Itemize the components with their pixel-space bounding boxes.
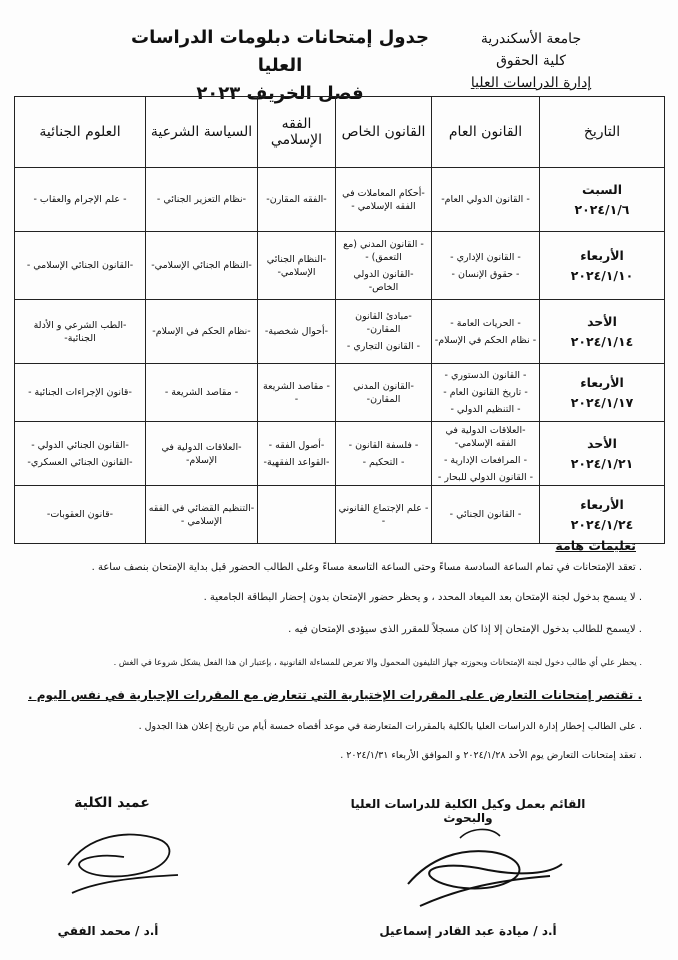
- exam-cell: -أحوال شخصية-: [258, 300, 336, 364]
- university-header: [446, 28, 616, 94]
- exam-cell: [336, 300, 432, 364]
- exam-date: ٢٠٢٤/١/١٠: [570, 267, 634, 283]
- exam-date: ٢٠٢٤/١/٢١: [570, 455, 634, 471]
- exam-cell: [432, 364, 540, 422]
- schedule-title: جدول إمتحانات دبلومات الدراسات العليا: [130, 27, 429, 76]
- date-cell: [540, 422, 665, 486]
- instruction-item: . على الطالب إخطار إدارة الدراسات العليا بالكلية بالمقررات المتعارضة في موعد أقصاه خمسة أيام من تاريخ إعلان هذا الجدول .: [138, 721, 642, 732]
- exam-cell: -النظام الجنائي الإسلامي-: [258, 232, 336, 300]
- exam-cell: -نظام الحكم في الإسلام-: [146, 300, 258, 364]
- dean-title: عميد الكلية: [74, 795, 150, 811]
- exam-cell: [258, 486, 336, 544]
- exam-cell: -أحكام المعاملات في الفقه الإسلامي -: [336, 168, 432, 232]
- instruction-item: . تعقد الإمتحانات في تمام الساعة السادسة مساءً وحتى الساعة التاسعة مساءً وعلى الطالب الحضور قبل بداية الإمتحان بنصف ساعة .: [91, 562, 642, 573]
- vice-dean-signature: [400, 818, 570, 918]
- exam-line: - القانون الدولي للبحار -: [437, 471, 534, 483]
- table-row: [15, 232, 665, 300]
- exam-line: -القانون الدولي الخاص-: [353, 268, 414, 293]
- exam-line: - الحريات العامة -: [450, 317, 521, 329]
- table-row: [15, 486, 665, 544]
- table-header-row: [15, 97, 665, 168]
- exam-line: - القانون الدستوري -: [444, 370, 527, 381]
- table-row: [15, 300, 665, 364]
- exam-cell: [432, 300, 540, 364]
- exam-cell: -التنظيم القضائي في الفقه الإسلامي -: [146, 486, 258, 544]
- exam-day: الأحد: [587, 313, 617, 329]
- date-cell: [540, 168, 665, 232]
- vice-dean-name: أ.د / ميادة عبد القادر إسماعيل: [379, 924, 557, 938]
- instructions-section: [18, 538, 660, 557]
- exam-cell: - علم الإجتماع القانوني -: [336, 486, 432, 544]
- exam-line: -القانون الجنائي الدولي -: [31, 439, 129, 451]
- exam-line: - التحكيم -: [362, 456, 405, 468]
- semester-title: فصل الخريف ٢٠٢٣: [196, 83, 364, 104]
- header-sharia-politics: السياسة الشرعية: [146, 97, 258, 168]
- table-row: [15, 168, 665, 232]
- exam-day: الأربعاء: [580, 247, 624, 263]
- exam-cell: -القانون الجنائي الإسلامي -: [15, 232, 146, 300]
- exam-cell: [432, 422, 540, 486]
- exam-date: ٢٠٢٤/١/١٧: [570, 394, 634, 410]
- exam-cell: -نظام التعزير الجنائي -: [146, 168, 258, 232]
- exam-line: -القانون الجنائي العسكري-: [27, 456, 133, 468]
- exam-line: - التنظيم الدولي -: [450, 404, 521, 415]
- exam-cell: [258, 422, 336, 486]
- exam-line: -القواعد الفقهية-: [263, 456, 330, 468]
- exam-cell: -الطب الشرعي و الأدلة الجنائية-: [15, 300, 146, 364]
- exam-day: الأربعاء: [580, 496, 624, 512]
- header-criminal-sciences: العلوم الجنائية: [15, 97, 146, 168]
- header-private-law: القانون الخاص: [336, 97, 432, 168]
- university-name: جامعة الأسكندرية: [480, 31, 582, 47]
- exam-line: - القانون التجاري -: [346, 341, 421, 352]
- faculty-name: كلية الحقوق: [496, 53, 566, 69]
- table-row: [15, 422, 665, 486]
- exam-date: ٢٠٢٤/١/١٤: [570, 333, 634, 349]
- exam-cell: - علم الإجرام والعقاب -: [15, 168, 146, 232]
- exam-line: -مبادئ القانون المقارن-: [355, 311, 412, 335]
- exam-cell: - القانون الجنائي -: [432, 486, 540, 544]
- date-cell: [540, 232, 665, 300]
- exam-line: -العلاقات الدولية في الفقه الإسلامي-: [445, 424, 526, 449]
- exam-cell: -قانون الإجراءات الجنائية -: [15, 364, 146, 422]
- exam-cell: [432, 232, 540, 300]
- date-cell: [540, 486, 665, 544]
- exam-date: ٢٠٢٤/١/٢٤: [570, 516, 634, 532]
- instruction-item: . تقتصر إمتحانات التعارض على المقررات الإختيارية التي تتعارض مع المقررات الإجبارية في نفس اليوم .: [28, 688, 642, 702]
- exam-day: السبت: [581, 181, 623, 197]
- exam-cell: - مقاصد الشريعة -: [146, 364, 258, 422]
- exam-schedule-table: [14, 96, 665, 544]
- table-row: [15, 364, 665, 422]
- exam-day: الأربعاء: [580, 374, 624, 390]
- date-cell: [540, 364, 665, 422]
- exam-cell: [336, 422, 432, 486]
- exam-line: - المرافعات الإدارية -: [443, 454, 528, 466]
- exam-line: - حقوق الإنسان -: [451, 268, 520, 280]
- exam-line: - القانون الإداري -: [450, 251, 521, 263]
- exam-line: - تاريخ القانون العام -: [443, 387, 528, 398]
- exam-cell: - مقاصد الشريعة -: [258, 364, 336, 422]
- instruction-item: . يحظر علي أي طالب دخول لجنة الإمتحانات وبحوزته جهاز التليفون المحمول والا تعرض للمساءلة القانونية ، بإعتبار ان هذا الفعل يشكل شروعا في الغش .: [113, 657, 642, 667]
- exam-cell: [336, 232, 432, 300]
- exam-day: الأحد: [587, 435, 617, 451]
- instruction-item: . لا يسمح بدخول لجنة الإمتحان بعد الميعاد المحدد ، و يحظر حضور الإمتحان بدون إحضار البطاقة الجامعية .: [203, 592, 642, 603]
- header-date: التاريخ: [540, 97, 665, 168]
- exam-date: ٢٠٢٤/١/٦: [574, 201, 630, 217]
- exam-cell: [15, 422, 146, 486]
- dean-signature: [58, 815, 188, 905]
- department-name: إدارة الدراسات العليا: [470, 75, 592, 91]
- exam-line: - نظام الحكم في الإسلام-: [434, 334, 537, 346]
- dean-name: أ.د / محمد الفقي: [57, 924, 159, 938]
- exam-cell: - القانون الدولي العام-: [432, 168, 540, 232]
- instruction-item: . تعقد إمتحانات التعارض يوم الأحد ٢٠٢٤/١/٢٨ و الموافق الأربعاء ٢٠٢٤/١/٣١ .: [340, 750, 642, 761]
- exam-cell: -الفقه المقارن-: [258, 168, 336, 232]
- instructions-heading: تعليمات هامة: [555, 538, 636, 553]
- exam-cell: -قانون العقوبات-: [15, 486, 146, 544]
- exam-line: - القانون المدني (مع التعمق) -: [343, 238, 424, 263]
- instruction-item: . لايسمح للطالب بدخول الإمتحان إلا إذا كان مسجلاً للمقرر الذى سيؤدى الإمتحان فيه .: [288, 624, 642, 635]
- exam-cell: -العلاقات الدولية في الإسلام-: [146, 422, 258, 486]
- exam-line: - فلسفة القانون -: [348, 439, 419, 451]
- exam-cell: -القانون المدني المقارن-: [336, 364, 432, 422]
- exam-line: -أصول الفقه -: [268, 439, 325, 451]
- date-cell: [540, 300, 665, 364]
- header-islamic-jurisprudence: الفقه الإسلامي: [258, 97, 336, 168]
- header-public-law: القانون العام: [432, 97, 540, 168]
- exam-cell: -النظام الجنائي الإسلامي-: [146, 232, 258, 300]
- vice-dean-title: القائم بعمل وكيل الكلية للدراسات العليا والبحوث: [350, 797, 586, 825]
